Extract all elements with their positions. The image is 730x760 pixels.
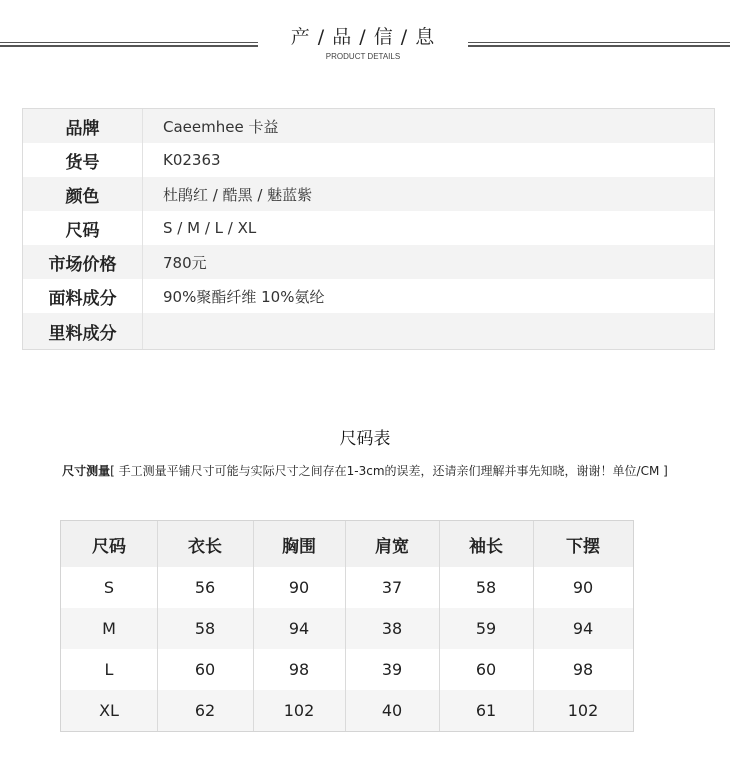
column-header: 衣长: [188, 536, 222, 557]
table-cell: 98: [288, 660, 310, 679]
header-rule-left: [0, 42, 258, 47]
column-divider: [253, 521, 254, 731]
table-cell: S: [103, 578, 115, 597]
section-title: 产 / 品 / 信 / 息: [290, 26, 436, 48]
info-row-item-no: [23, 143, 714, 177]
size-chart-note: [0, 462, 730, 479]
info-divider: [142, 109, 143, 143]
table-cell: 60: [194, 660, 216, 679]
info-divider: [142, 313, 143, 349]
table-cell: 38: [381, 619, 403, 638]
table-cell: 62: [194, 701, 216, 720]
info-key: 颜色: [65, 186, 100, 207]
info-divider: [142, 177, 143, 211]
table-cell: M: [102, 619, 116, 638]
column-divider: [157, 521, 158, 731]
info-row-lining: [23, 313, 714, 349]
info-row-size: [23, 211, 714, 245]
table-cell: 58: [475, 578, 497, 597]
table-cell: 59: [475, 619, 497, 638]
size-table: [60, 520, 634, 732]
info-divider: [142, 211, 143, 245]
size-note-text: [ 手工测量平铺尺寸可能与实际尺寸之间存在1-3cm的误差，还请亲们理解并事先知晓，谢谢！单位/CM ]: [110, 464, 668, 478]
product-info-table: [22, 108, 715, 350]
table-row: [61, 567, 633, 608]
table-cell: 94: [288, 619, 310, 638]
info-key: 尺码: [65, 220, 100, 241]
info-key: 品牌: [65, 118, 100, 139]
column-header: 尺码: [92, 536, 126, 557]
table-cell: L: [104, 660, 114, 679]
table-row: [61, 649, 633, 690]
info-row-fabric: [23, 279, 714, 313]
size-table-header: [61, 521, 633, 567]
table-cell: 90: [288, 578, 310, 597]
table-cell: 39: [381, 660, 403, 679]
info-row-color: [23, 177, 714, 211]
info-value: K02363: [163, 151, 221, 169]
table-cell: 102: [283, 701, 315, 720]
table-cell: 56: [194, 578, 216, 597]
table-cell: 60: [475, 660, 497, 679]
table-cell: 98: [572, 660, 594, 679]
info-divider: [142, 143, 143, 177]
column-header: 肩宽: [375, 536, 409, 557]
info-value: S / M / L / XL: [163, 219, 257, 237]
column-divider: [439, 521, 440, 731]
table-cell: 102: [567, 701, 599, 720]
table-cell: XL: [99, 701, 119, 720]
info-key: 市场价格: [48, 254, 117, 275]
table-row: [61, 690, 633, 731]
info-row-price: [23, 245, 714, 279]
info-value: 90%聚酯纤维 10%氨纶: [163, 287, 325, 306]
table-cell: 61: [475, 701, 497, 720]
section-subtitle: PRODUCT DETAILS: [325, 52, 401, 61]
info-divider: [142, 245, 143, 279]
size-chart-title: 尺码表: [339, 429, 391, 449]
table-cell: 40: [381, 701, 403, 720]
column-header: 袖长: [469, 536, 503, 557]
size-note-label: 尺寸测量: [62, 464, 111, 478]
column-header: 胸围: [282, 536, 316, 557]
column-divider: [345, 521, 346, 731]
column-divider: [533, 521, 534, 731]
info-key: 面料成分: [48, 288, 117, 309]
table-cell: 58: [194, 619, 216, 638]
info-divider: [142, 279, 143, 313]
info-row-brand: [23, 109, 714, 143]
info-key: 里料成分: [48, 323, 117, 344]
column-header: 下摆: [566, 536, 600, 557]
info-value: 杜鹃红 / 酷黑 / 魅蓝紫: [163, 185, 313, 204]
info-key: 货号: [65, 152, 100, 173]
table-row: [61, 608, 633, 649]
table-cell: 94: [572, 619, 594, 638]
info-value: Caeemhee 卡益: [163, 117, 279, 136]
table-cell: 90: [572, 578, 594, 597]
info-value: 780元: [163, 253, 207, 272]
table-cell: 37: [381, 578, 403, 597]
header-rule-right: [468, 42, 730, 47]
